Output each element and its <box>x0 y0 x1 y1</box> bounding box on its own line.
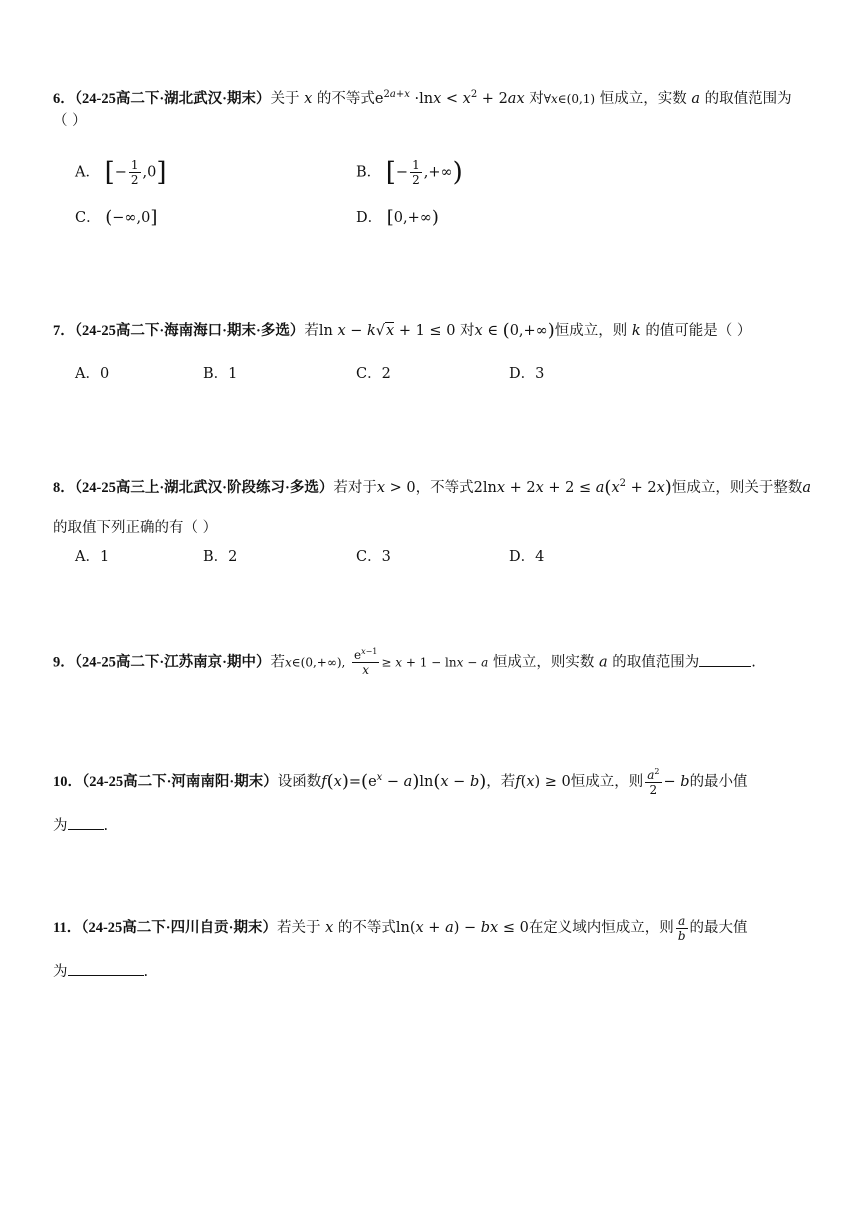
stem-text: 的取值范围为 <box>704 91 792 107</box>
formula: f(x) ≥ 0 <box>515 774 571 790</box>
question-number: 7． <box>53 323 75 339</box>
question-6: 6．（24-25高二下·湖北武汉·期末）关于 x 的不等式$e^{2a+x} \cdot\ln x < x^2 + 2ax$ 对∀x∈(0,1) 恒成立，实数 a 的取值范围为 （ ） <box>53 89 792 129</box>
question-number: 10． <box>53 774 82 790</box>
question-source: （24-25高二下·四川自贡·期末） <box>81 920 277 936</box>
option-d: D．4 <box>509 549 545 565</box>
stem-text: 对 <box>529 91 544 107</box>
stem-text: 为 <box>53 818 68 834</box>
stem-text: 的最大值 <box>689 920 748 936</box>
option-label: A． <box>75 164 100 181</box>
stem-text: 恒成立，则 <box>554 323 628 339</box>
option-a: A． [− $\frac{1}{2}$ ,0] <box>75 157 167 188</box>
stem-text: 的不等式 <box>337 920 396 936</box>
question-9: 9．（24-25高二下·江苏南京·期中）若x∈(0,+∞), $\frac{e^{x-1}}{x}$ ≥ x + 1 − lnx − a 恒成立，则实数 a 的取值范围为 . <box>53 647 756 677</box>
option-a: A．0 <box>75 366 110 382</box>
formula: $2\ln x + 2x + 2 \le a(x^2 + 2x)$ <box>473 477 672 498</box>
stem-text: 为 <box>53 964 68 980</box>
option-b: B．1 <box>203 366 238 382</box>
answer-paren: （ ） <box>53 113 87 129</box>
stem-text: . <box>751 654 756 671</box>
formula: ln(x + a) − bx ≤ 0 <box>395 920 529 936</box>
option-c: C．3 <box>356 549 391 565</box>
option-a: A．1 <box>75 549 110 565</box>
stem-text: 的取值下列正确的有（ ） <box>53 520 218 536</box>
formula: x > 0 <box>376 480 416 496</box>
formula: $e^{2a+x} \cdot\ln x < x^2 + 2ax$ <box>374 89 525 107</box>
question-source: （24-25高二下·江苏南京·期中） <box>74 654 271 671</box>
stem-text: 恒成立，则关于整数 <box>671 480 803 496</box>
question-number: 11． <box>53 920 82 936</box>
option-b: B． [− $\frac{1}{2}$ ,+∞) <box>356 157 463 188</box>
stem-text: . <box>143 964 149 980</box>
question-8: 8．（24-25高三上·湖北武汉·阶段练习·多选）若对于x > 0，不等式$2\ln x + 2x + 2 \le a(x^2 + 2x)$恒成立，则关于整数a 的取值下列正确的有（ ） <box>53 477 811 536</box>
question-source: （24-25高三上·湖北武汉·阶段练习·多选） <box>74 480 334 496</box>
option-label: B． <box>356 164 382 181</box>
formula: ≥ x + 1 − lnx − a <box>381 655 489 670</box>
stem-text: 恒成立，实数 <box>599 91 687 107</box>
question-source: （24-25高二下·湖北武汉·期末） <box>74 91 271 107</box>
option-c: C．2 <box>356 366 391 382</box>
stem-text: 在定义域内恒成立，则 <box>528 920 674 936</box>
question-10: 10．（24-25高二下·河南南阳·期末）设函数$f(x)=(e^x - a)\ln(x - b)$，若f(x) ≥ 0恒成立，则 $\frac{a^2}{2}$ − b的最小值 为 . <box>53 766 748 834</box>
option-d: D．3 <box>509 366 545 382</box>
formula: x ∈ (0,+∞) <box>474 320 555 341</box>
formula: x∈(0,+∞), <box>285 655 346 670</box>
stem-text: 的最小值 <box>689 774 748 790</box>
answer-blank[interactable] <box>699 652 751 667</box>
formula: $f(x)=(e^x - a)\ln(x - b)$ <box>321 771 487 792</box>
formula: ln x − k√x + 1 ≤ 0 <box>318 323 456 339</box>
stem-text: 的不等式 <box>316 91 375 107</box>
stem-text: 对 <box>460 323 475 339</box>
stem-text: 设函数 <box>277 774 322 790</box>
stem-text: 关于 <box>270 91 300 107</box>
question-number: 9． <box>53 654 75 671</box>
option-label: D． <box>356 210 383 226</box>
question-number: 8． <box>53 480 75 496</box>
stem-text: 的值可能是（ ） <box>645 323 752 339</box>
stem-text: 若 <box>270 654 285 671</box>
option-b: B．2 <box>203 549 238 565</box>
stem-text: 若关于 <box>276 920 321 936</box>
stem-text: ，不等式 <box>415 480 474 496</box>
stem-text: 的取值范围为 <box>612 654 700 671</box>
stem-text: 若 <box>304 323 319 339</box>
formula: ∀x∈(0,1) <box>543 92 596 106</box>
question-source: （24-25高二下·河南南阳·期末） <box>82 774 278 790</box>
option-d: D． [0,+∞) <box>356 207 439 228</box>
option-label: C． <box>75 210 101 226</box>
question-11: 11．（24-25高二下·四川自贡·期末）若关于 x 的不等式ln(x + a) − bx ≤ 0在定义域内恒成立，则 $\frac{a}{b}$ 的最大值 为 . <box>53 913 748 980</box>
stem-text: . <box>103 818 109 834</box>
stem-text: 若对于 <box>333 480 377 496</box>
stem-text: ，若 <box>486 774 516 790</box>
stem-text: 恒成立，则 <box>570 774 644 790</box>
question-7: 7．（24-25高二下·海南海口·期末·多选）若ln x − k√x + 1 ≤ 0 对x ∈ (0,+∞)恒成立，则 k 的值可能是（ ） <box>53 320 752 341</box>
option-c: C． (−∞,0] <box>75 207 158 228</box>
question-number: 6． <box>53 91 75 107</box>
stem-text: 恒成立，则实数 <box>492 654 595 671</box>
answer-blank[interactable] <box>68 961 144 976</box>
question-source: （24-25高二下·海南海口·期末·多选） <box>74 323 305 339</box>
answer-blank[interactable] <box>68 815 104 830</box>
